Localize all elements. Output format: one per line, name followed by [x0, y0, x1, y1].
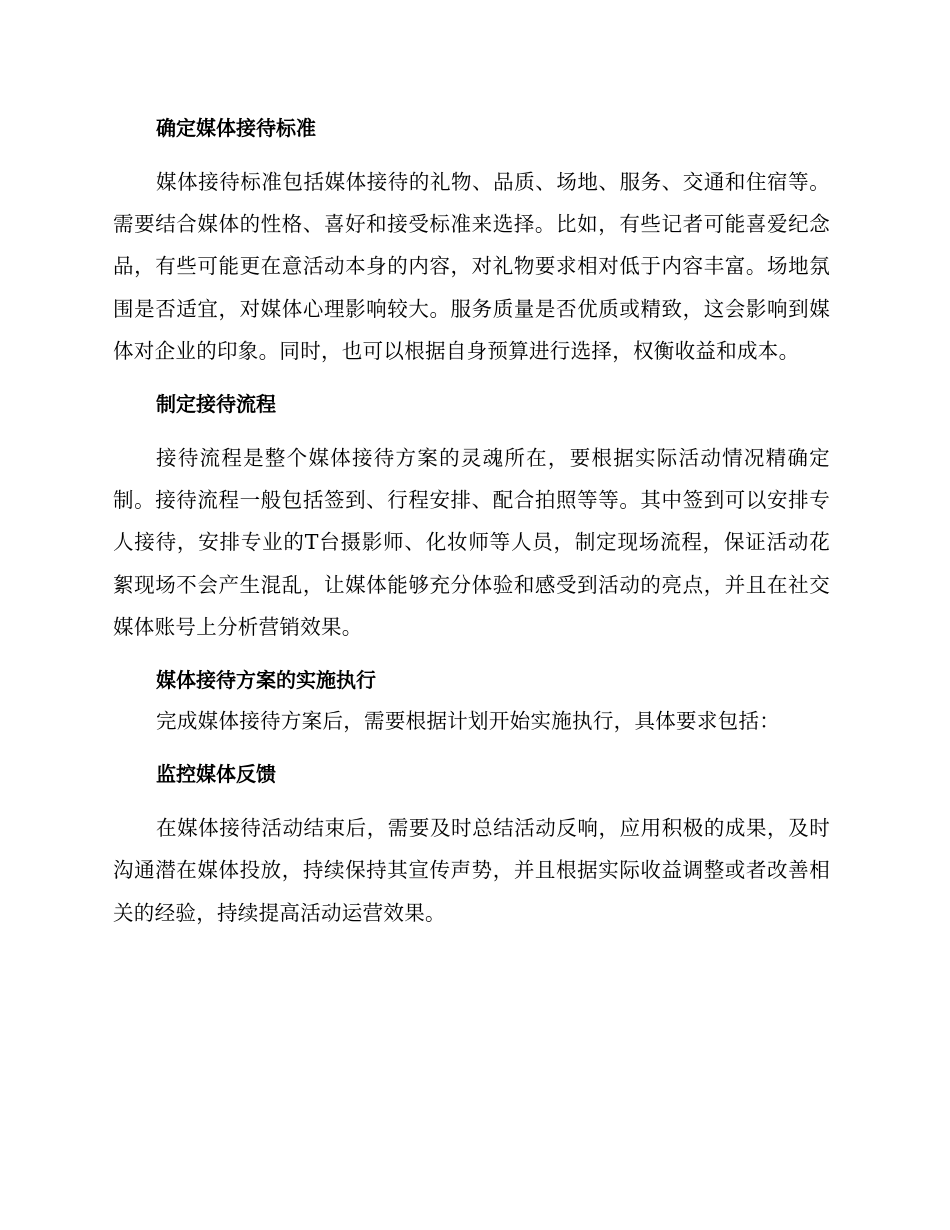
document-body [113, 108, 830, 934]
section-paragraph-reception-process: 接待流程是整个媒体接待方案的灵魂所在，要根据实际活动情况精确定制。接待流程一般包括签到、行程安排、配合拍照等等。其中签到可以安排专人接待，安排专业的T台摄影师、化妆师等人员，制定现场流程，保证活动花絮现场不会产生混乱，让媒体能够充分体验和感受到活动的亮点，并且在社交媒体账号上分析营销效果。 [113, 446, 830, 639]
section-heading-plan-execution: 媒体接待方案的实施执行 [156, 668, 376, 693]
section-paragraph-plan-execution: 完成媒体接待方案后，需要根据计划开始实施执行，具体要求包括： [156, 709, 781, 734]
section-heading-media-reception-standard: 确定媒体接待标准 [156, 116, 316, 140]
section-paragraph-media-reception-standard: 媒体接待标准包括媒体接待的礼物、品质、场地、服务、交通和住宿等。需要结合媒体的性格、喜好和接受标准来选择。比如，有些记者可能喜爱纪念品，有些可能更在意活动本身的内容，对礼物要求相对低于内容丰富。场地氛围是否适宜，对媒体心理影响较大。服务质量是否优质或精致，这会影响到媒体对企业的印象。同时，也可以根据自身预算进行选择，权衡收益和成本。 [113, 170, 830, 363]
section-paragraph-monitor-feedback: 在媒体接待活动结束后，需要及时总结活动反响，应用积极的成果，及时沟通潜在媒体投放，持续保持其宣传声势，并且根据实际收益调整或者改善相关的经验，持续提高活动运营效果。 [113, 816, 830, 925]
section-heading-reception-process: 制定接待流程 [156, 392, 276, 417]
section-heading-monitor-feedback: 监控媒体反馈 [156, 762, 276, 787]
